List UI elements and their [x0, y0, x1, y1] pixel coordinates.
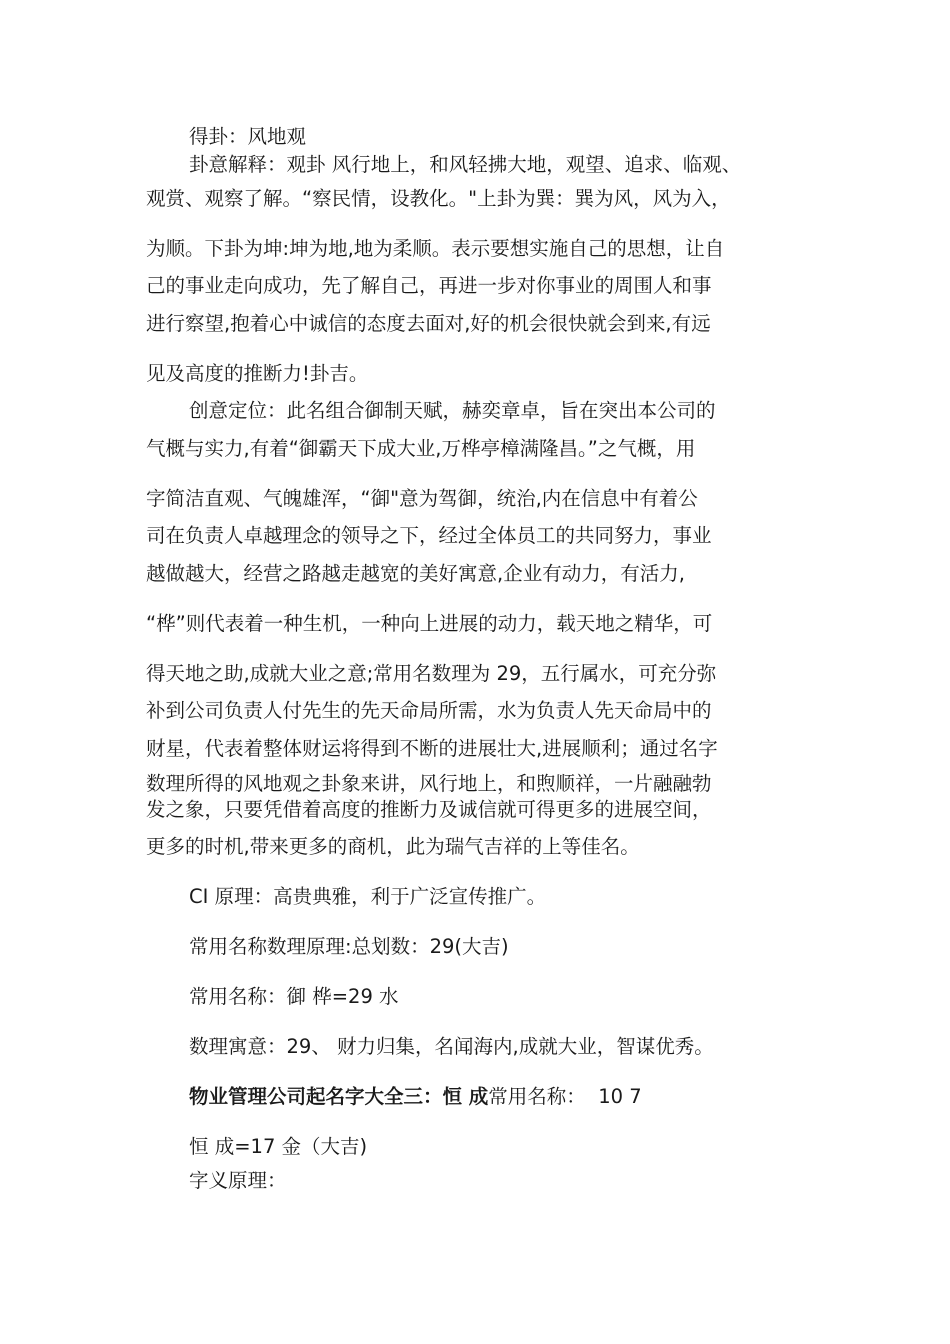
text-line: 字义原理： — [189, 1169, 287, 1192]
text-line: 常用名称：御 桦=29 水 — [189, 985, 399, 1008]
text-line: 财星，代表着整体财运将得到不断的进展壮大,进展顺利；通过名字 — [146, 737, 718, 760]
text-line: 司在负责人卓越理念的领导之下，经过全体员工的共同努力，事业 — [146, 524, 712, 547]
text-line: 得卦：风地观 — [189, 125, 307, 148]
text-line: 创意定位：此名组合御制天赋，赫奕章卓，旨在突出本公司的 — [189, 399, 716, 422]
text-line: 数理所得的风地观之卦象来讲，风行地上，和煦顺祥，一片融融勃 — [146, 772, 712, 795]
text-line: 进行察望,抱着心中诚信的态度去面对,好的机会很快就会到来,有远 — [146, 312, 711, 335]
text-line: “桦”则代表着一种生机，一种向上进展的动力，载天地之精华，可 — [146, 612, 713, 635]
section-heading — [189, 1084, 829, 1110]
heading-bold-text: 物业管理公司起名字大全三：恒 成 — [189, 1085, 489, 1108]
text-line: 字简洁直观、气魄雄浑，“御"意为驾御，统治,内在信息中有着公 — [146, 487, 698, 510]
text-line: 气概与实力,有着“御霸天下成大业,万桦亭樟满隆昌。”之气概，用 — [146, 437, 696, 460]
text-line: 补到公司负责人付先生的先天命局所需，水为负责人先天命局中的 — [146, 699, 712, 722]
text-line: 恒 成=17 金（大吉) — [189, 1135, 368, 1158]
text-line: 数理寓意：29、 财力归集，名闻海内,成就大业，智谋优秀。 — [189, 1035, 714, 1058]
text-line: 己的事业走向成功，先了解自己，再进一步对你事业的周围人和事 — [146, 274, 712, 297]
text-line: 常用名称数理原理:总划数：29(大吉) — [189, 935, 509, 958]
text-line: 卦意解释：观卦 风行地上，和风轻拂大地，观望、追求、临观、 — [189, 153, 742, 176]
text-line: 见及高度的推断力!卦吉。 — [146, 362, 369, 385]
text-line: 越做越大，经营之路越走越宽的美好寓意,企业有动力，有活力, — [146, 562, 685, 585]
text-line: 观赏、观察了解。“察民情，设教化。"上卦为巽：巽为风，风为入， — [146, 187, 731, 210]
text-line: 发之象，只要凭借着高度的推断力及诚信就可得更多的进展空间， — [146, 798, 712, 821]
text-line: 更多的时机,带来更多的商机，此为瑞气吉祥的上等佳名。 — [146, 835, 640, 858]
heading-normal-text: 常用名称： 10 7 — [488, 1085, 642, 1108]
text-line: 为顺。下卦为坤:坤为地,地为柔顺。表示要想实施自己的思想，让自 — [146, 237, 725, 260]
text-line: 得天地之助,成就大业之意;常用名数理为 29，五行属水，可充分弥 — [146, 662, 717, 685]
text-line: CI 原理：高贵典雅，利于广泛宣传推广。 — [189, 885, 547, 908]
